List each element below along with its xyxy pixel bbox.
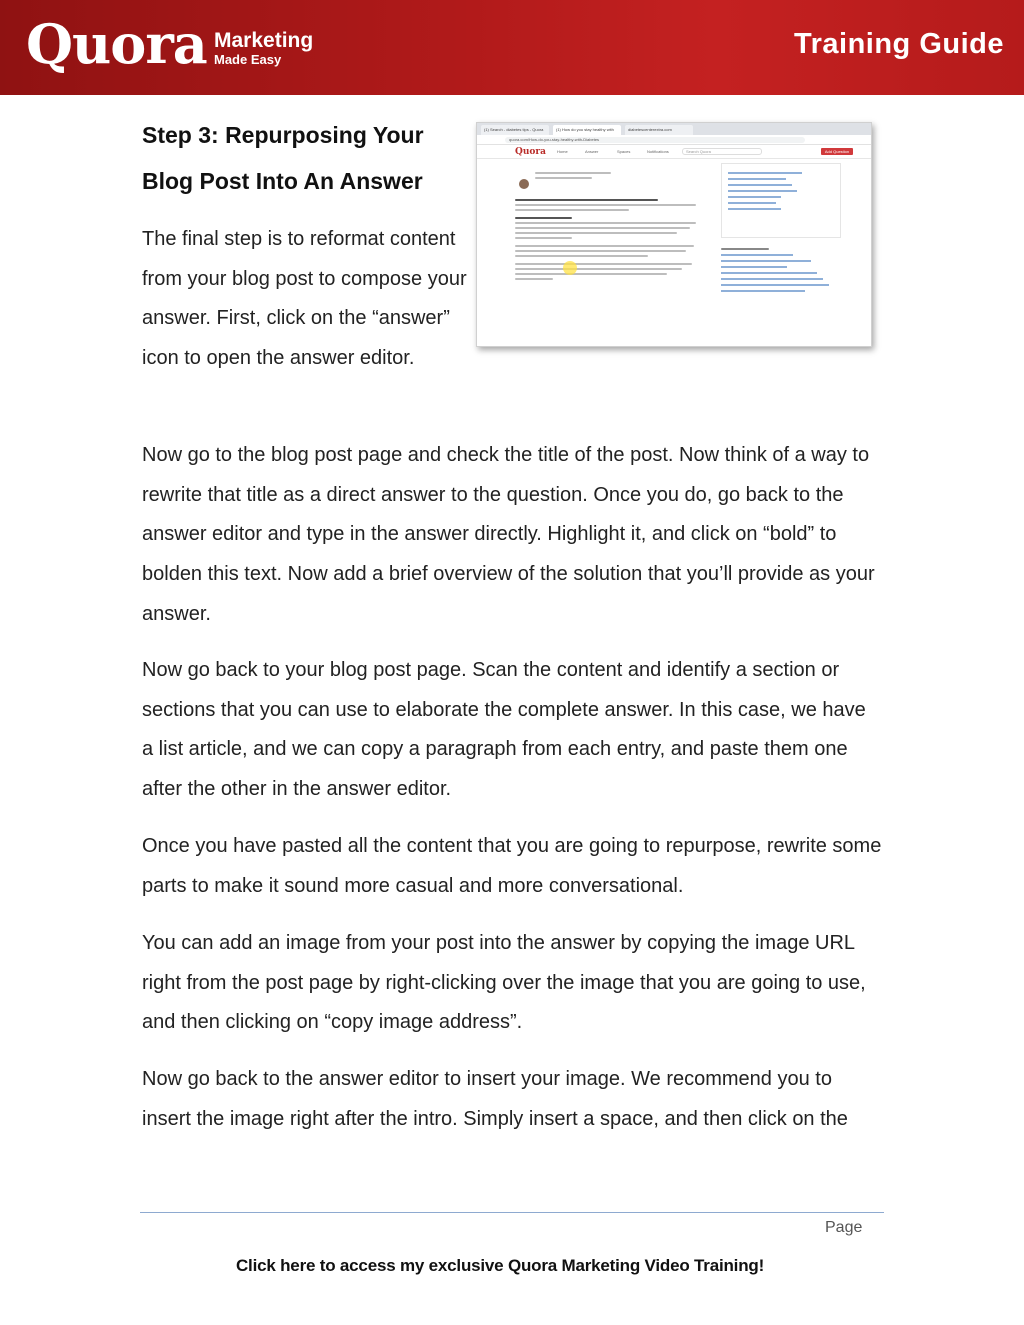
body-paragraph-1: Now go to the blog post page and check the title of the post. Now think of a way to rewrite that title as a direct answer to the question. Once you do, go back to the answer editor and type in the answer directly. Highlight it, and click on “bold” to bolden this text. Now add a brief overview of the solution that you’ll provide as your answer. (142, 444, 875, 625)
page-label: Page (825, 1219, 863, 1236)
nav-home: Home (557, 149, 568, 154)
footer-divider (140, 1212, 884, 1213)
step-heading (142, 112, 462, 204)
add-question-button: Add Question (821, 148, 853, 155)
browser-tab-active: (1) How do you stay healthy with (553, 125, 621, 135)
body-paragraph-5: Now go back to the answer editor to insert your image. We recommend you to insert the image right after the intro. Simply insert a space, and then click on the (142, 1068, 848, 1130)
body-paragraph-4: You can add an image from your post into the answer by copying the image URL right from the post page by right-clicking over the image that you are going to use, and then clicking on “copy image address”. (142, 932, 866, 1034)
nav-notifications: Notifications (647, 149, 669, 154)
browser-tab: diabetescenterextra.com (625, 125, 693, 135)
screenshot-figure (476, 122, 872, 347)
sidebar-preview (721, 163, 841, 296)
quora-logo: Quora (26, 12, 207, 76)
quora-nav (477, 145, 871, 159)
tagline-line2: Made Easy (214, 52, 282, 67)
answer-editor-preview (515, 169, 705, 283)
cursor-highlight-icon (563, 261, 577, 275)
search-field: Search Quora (682, 148, 762, 155)
nav-spaces: Spaces (617, 149, 631, 154)
step-heading-line2: Blog Post Into An Answer (142, 168, 423, 194)
url-field: quora.com/How-do-you-stay-healthy-with-Diabetes (505, 137, 805, 143)
quora-mini-logo: Quora (515, 147, 546, 157)
brand-tagline (214, 30, 313, 68)
browser-tab-strip (477, 123, 871, 135)
tagline-line1: Marketing (214, 29, 314, 52)
training-link[interactable]: Click here to access my exclusive Quora Marketing Video Training! (235, 1256, 765, 1275)
intro-paragraph: The final step is to reformat content from your blog post to compose your answer. First, click on the “answer” icon to open the answer editor. (142, 228, 467, 370)
nav-answer: Answer (585, 149, 599, 154)
step-heading-line1: Step 3: Repurposing Your (142, 122, 424, 148)
address-bar (477, 135, 871, 145)
body-paragraph-2: Now go back to your blog post page. Scan the content and identify a section or sections that you can use to elaborate the complete answer. In this case, we have a list article, and we can copy a paragraph from each entry, and paste them one after the other in the answer editor. (142, 659, 866, 801)
browser-tab: (1) Search - diabetes tips - Quora (481, 125, 549, 135)
header-banner (0, 0, 1024, 95)
guide-title: Training Guide (793, 28, 1004, 60)
body-paragraph-3: Once you have pasted all the content that you are going to repurpose, rewrite some parts to make it sound more casual and more conversational. (142, 835, 882, 897)
